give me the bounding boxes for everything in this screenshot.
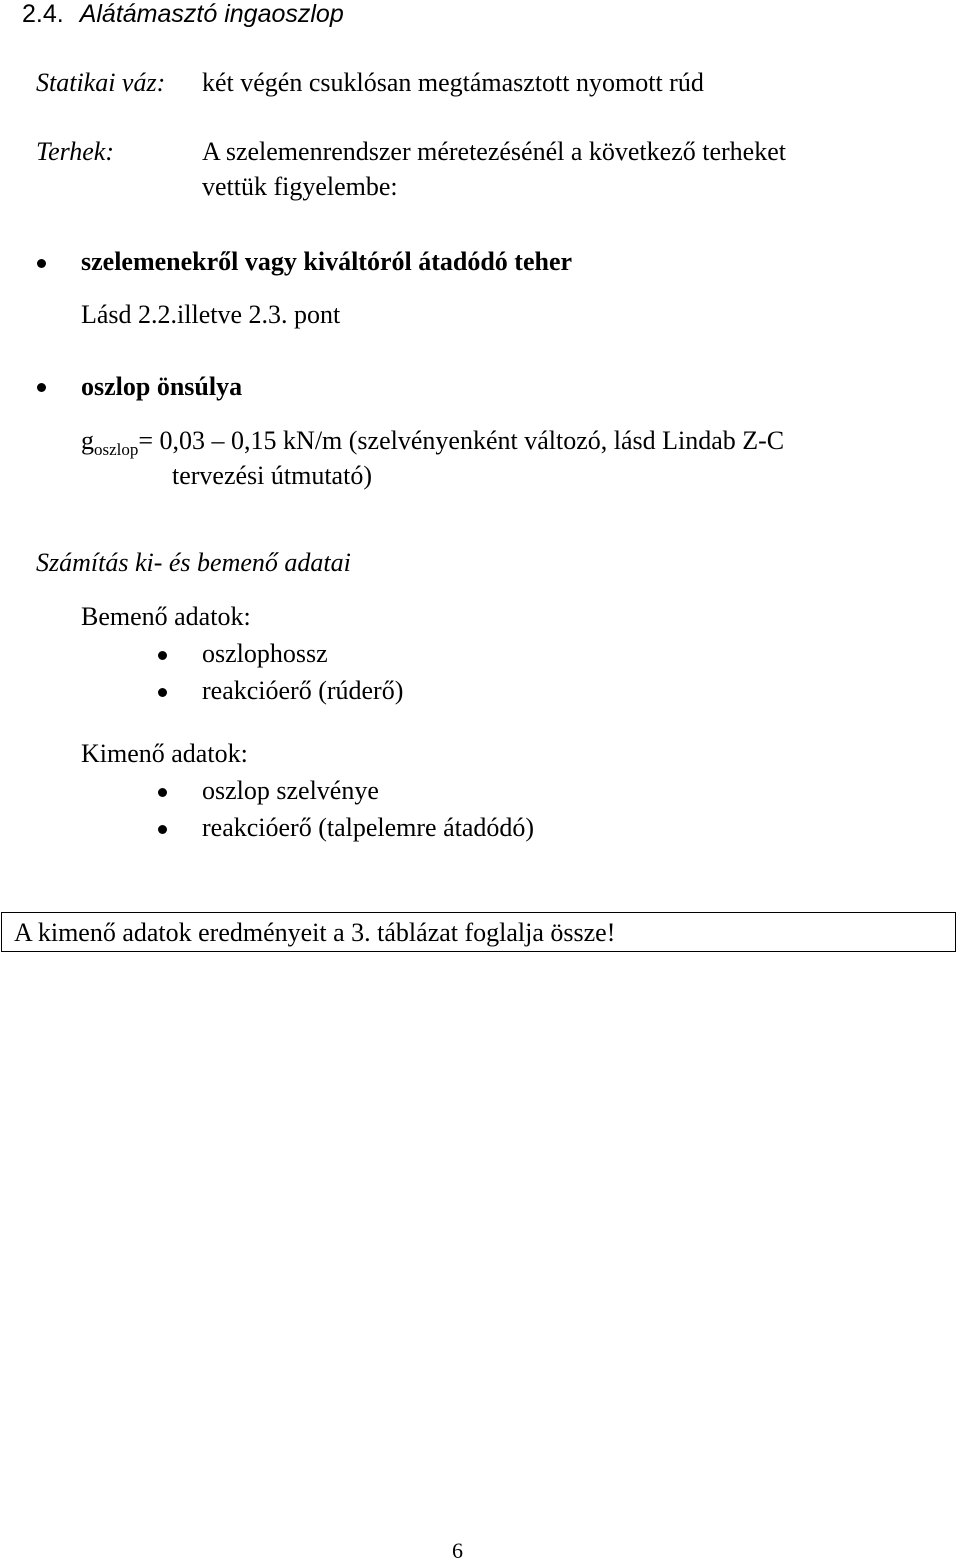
bullet-icon [37,383,46,392]
outputs-label: Kimenő adatok: [81,739,248,768]
bullet-icon [158,825,167,834]
summary-note-box [1,912,956,952]
calc-heading: Számítás ki- és bemenő adatai [36,548,351,577]
input-item-length: oszlophossz [202,639,328,668]
inputs-label: Bemenő adatok: [81,602,251,631]
formula-value: = 0,03 – 0,15 kN/m (szelvényenként változó, lásd Lindab Z-C [138,426,785,455]
bullet-icon [158,688,167,697]
loads-text-line1: A szelemenrendszer méretezésénél a következő terheket [202,137,786,166]
load-item-title-purlin: szelemenekről vagy kiváltóról átadódó teher [81,247,573,276]
load-item-title-selfweight: oszlop önsúlya [81,372,243,401]
bullet-icon [37,259,46,268]
section-number: 2.4. [22,0,64,28]
static-scheme-value: két végén csuklósan megtámasztott nyomott rúd [202,68,704,97]
input-item-reaction: reakcióerő (rúderő) [202,676,404,705]
bullet-icon [158,651,167,660]
section-title: Alátámasztó ingaoszlop [79,0,344,28]
loads-label: Terhek: [36,137,114,166]
formula-symbol: g [81,426,94,455]
output-item-reaction: reakcióerő (talpelemre átadódó) [202,813,535,842]
static-scheme-label: Statikai váz: [36,68,166,97]
selfweight-formula [81,428,784,458]
loads-text-line2: vettük figyelembe: [202,172,398,201]
summary-note: A kimenő adatok eredményeit a 3. táblázat foglalja össze! [14,918,616,947]
selfweight-formula-continuation: tervezési útmutató) [172,461,372,490]
load-item-detail-purlin: Lásd 2.2.illetve 2.3. pont [81,300,341,329]
page-number: 6 [452,1538,463,1563]
formula-subscript: oszlop [94,440,139,459]
bullet-icon [158,788,167,797]
output-item-section: oszlop szelvénye [202,776,379,805]
section-heading [22,2,344,27]
